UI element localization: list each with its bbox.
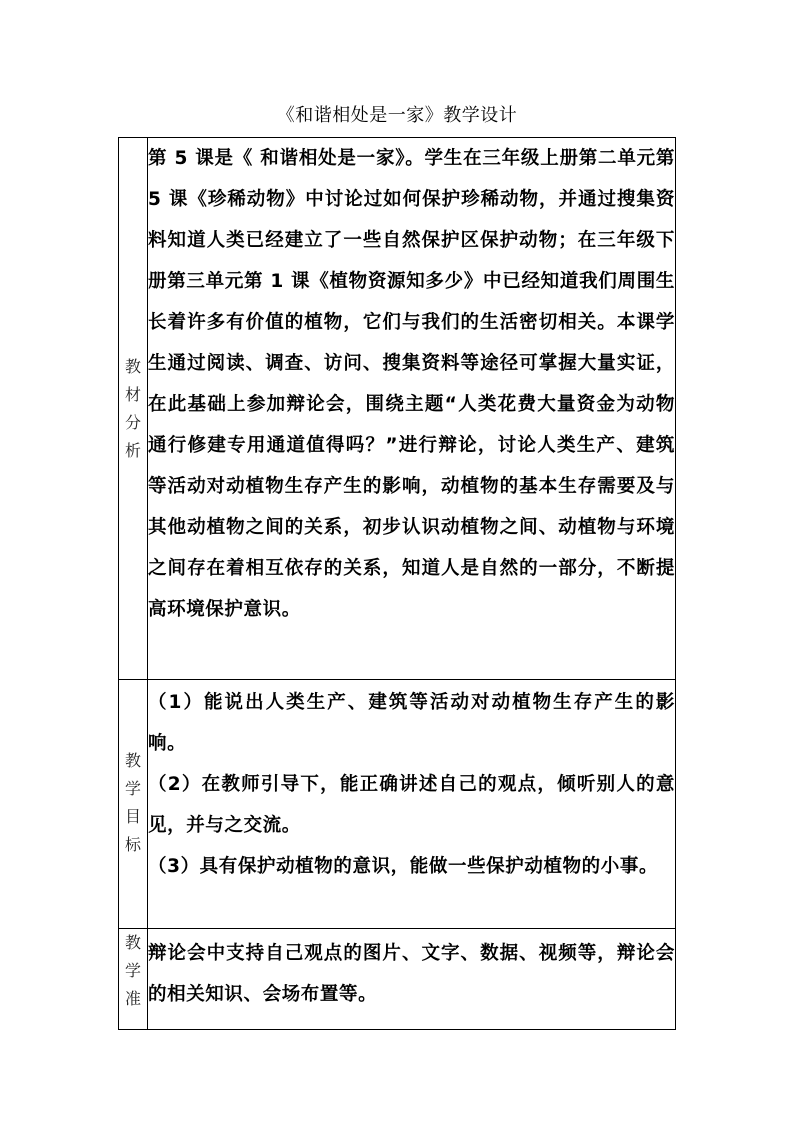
label-char: 标 <box>124 835 141 854</box>
row-label-teaching-goals <box>119 680 148 929</box>
label-char: 教 <box>124 356 141 376</box>
label-char: 学 <box>124 961 141 980</box>
label-char: 教 <box>124 933 141 952</box>
label-char: 教 <box>124 751 141 770</box>
table-row-teaching-preparation <box>119 929 676 1030</box>
preparation-text: 辩论会中支持自己观点的图片、文字、数据、视频等，辩论会的相关知识、会场布置等。 <box>148 943 675 1005</box>
material-analysis-content <box>148 138 676 680</box>
label-char: 析 <box>124 440 141 460</box>
label-char: 材 <box>124 384 141 404</box>
document-title: 《和谐相处是一家》教学设计 <box>276 105 518 126</box>
goal-item: （2）在教师引导下，能正确讲述自己的观点，倾听别人的意见，并与之交流。 <box>148 774 675 836</box>
material-analysis-text: 第 5 课是《 和谐相处是一家》。学生在三年级上册第二单元第 5 课《珍稀动物》中讨论过如何保护珍稀动物，并通过搜集资料知道人类已经建立了一些自然保护区保护动物；在三年级下册第三单元第 1 课《植物资源知多少》中已经知道我们周围生长着许多有价值的植物，它们与我们的生活密切相关。本课学生通过阅读、调查、访问、搜集资料等途径可掌握大量实证，在此基础上参加辩论会，围绕主题“人类花费大量资金为动物通行修建专用通道值得吗？”进行辩论，讨论人类生产、建筑等活动对动植物生存产生的影响，动植物的基本生存需要及与其他动植物之间的关系，初步认识动植物之间、动植物与环境之间存在着相互依存的关系，知道人是自然的一部分，不断提高环境保护意识。 <box>148 148 675 620</box>
teaching-preparation-content <box>148 929 676 1030</box>
table-row-material-analysis <box>119 138 676 680</box>
label-char: 目 <box>124 807 141 826</box>
goal-item: （1）能说出人类生产、建筑等活动对动植物生存产生的影响。 <box>148 692 675 754</box>
label-char: 准 <box>124 989 141 1008</box>
teaching-goals-content <box>148 680 676 929</box>
label-char: 学 <box>124 779 141 798</box>
row-label-teaching-preparation <box>119 929 148 1030</box>
table-row-teaching-goals <box>119 680 676 929</box>
goal-item: （3）具有保护动植物的意识，能做一些保护动植物的小事。 <box>148 856 659 877</box>
lesson-plan-table <box>118 137 676 1030</box>
row-label-material-analysis <box>119 138 148 680</box>
label-char: 分 <box>124 412 141 432</box>
